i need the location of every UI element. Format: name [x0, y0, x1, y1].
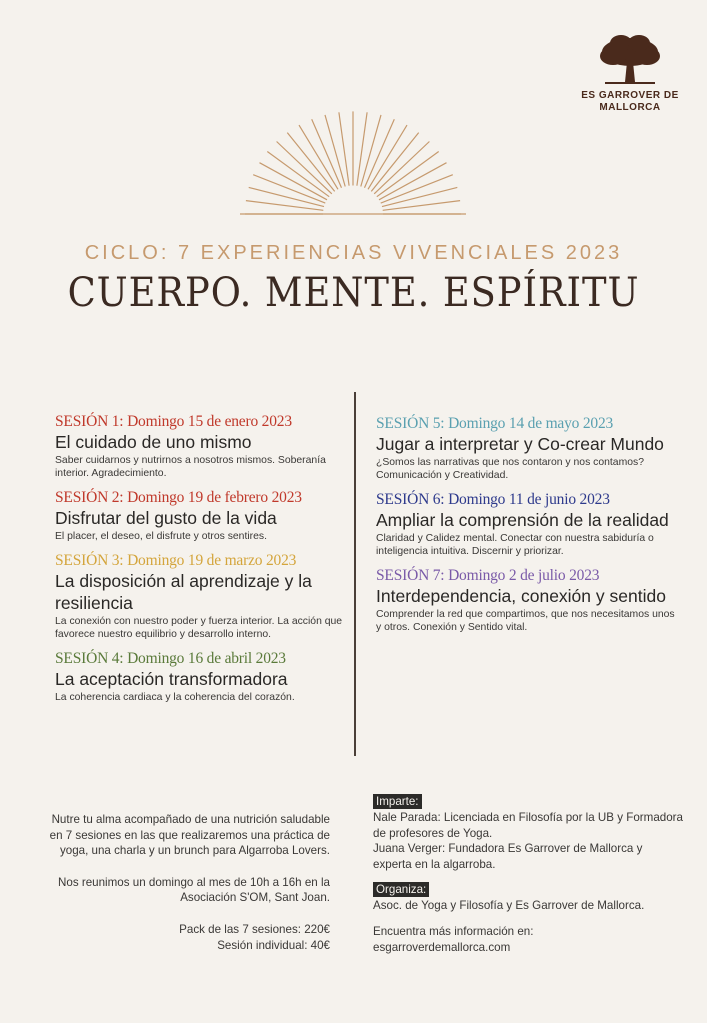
- session-1-header: SESIÓN 1: Domingo 15 de enero 2023: [55, 413, 292, 430]
- sun-ray: [382, 187, 457, 206]
- page-title: CUERPO. MENTE. ESPÍRITU: [67, 270, 640, 316]
- session-5-header: SESIÓN 5: Domingo 14 de mayo 2023: [376, 415, 614, 432]
- carob-tree-icon: [599, 34, 661, 86]
- organiza-text: Asoc. de Yoga y Filosofía y Es Garrover de Mallorca.: [373, 899, 645, 913]
- sessions-right-column: [376, 414, 676, 642]
- session-4-title: La aceptación transformadora: [55, 669, 288, 689]
- sunburst-icon: [238, 104, 468, 216]
- cycle-subtitle: CICLO: 7 EXPERIENCIAS VIVENCIALES 2023: [84, 242, 623, 264]
- session-7-description: Comprender la red que compartimos, que nos necesitamos unos y otros. Conexión y Sentido vital.: [376, 609, 675, 633]
- sun-ray: [383, 201, 460, 211]
- session-6-header: SESIÓN 6: Domingo 11 de junio 2023: [376, 491, 610, 508]
- website-link[interactable]: esgarroverdemallorca.com: [373, 940, 511, 954]
- credits: [373, 794, 683, 965]
- logo: [580, 34, 680, 114]
- sun-ray: [374, 142, 429, 194]
- sun-ray: [357, 112, 367, 185]
- session-4: [55, 649, 345, 704]
- session-6-description: Claridad y Calidez mental. Conectar con nuestra sabiduría o inteligencia intuitiva. Discernir y priorizar.: [376, 533, 654, 557]
- session-4-header: SESIÓN 4: Domingo 16 de abril 2023: [55, 650, 286, 667]
- sun-ray: [246, 201, 323, 211]
- session-1: [55, 412, 345, 480]
- session-2: [55, 488, 345, 543]
- session-6-title: Ampliar la comprensión de la realidad: [376, 510, 669, 530]
- organiza-block: [373, 882, 683, 914]
- info-intro: Nutre tu alma acompañado de una nutrición saludable en 7 sesiones en las que realizaremos una práctica de yoga, una charla y un brunch para Algarroba Lovers.: [49, 813, 330, 858]
- session-2-header: SESIÓN 2: Domingo 19 de febrero 2023: [55, 489, 302, 506]
- sun-ray: [287, 133, 334, 192]
- session-3-title: La disposición al aprendizaje y la resiliencia: [55, 571, 312, 613]
- session-7-title: Interdependencia, conexión y sentido: [376, 586, 666, 606]
- price-pack: Pack de las 7 sesiones: 220€: [179, 922, 330, 936]
- imparte-label: Imparte:: [373, 794, 422, 809]
- price-single: Sesión individual: 40€: [217, 938, 330, 952]
- session-2-description: El placer, el deseo, el disfrute y otros sentires.: [55, 531, 267, 542]
- session-4-description: La coherencia cardiaca y la coherencia del corazón.: [55, 692, 295, 703]
- sun-ray: [339, 112, 349, 185]
- sessions-left-column: [55, 412, 345, 712]
- sun-ray: [325, 115, 345, 187]
- session-3-description: La conexión con nuestro poder y fuerza interior. La acción que favorece nuestro equilibrio y desarrollo interno.: [55, 616, 343, 640]
- session-5-description: ¿Somos las narrativas que nos contaron y nos contamos? Comunicación y Creatividad.: [376, 457, 644, 481]
- session-6: [376, 490, 676, 558]
- imparte-block: [373, 794, 683, 872]
- more-info-block: [373, 924, 683, 955]
- imparte-teacher-2: Juana Verger: Fundadora Es Garrover de Mallorca y experta en la algarroba.: [373, 842, 643, 871]
- session-5-title: Jugar a interpretar y Co-crear Mundo: [376, 434, 664, 454]
- session-1-description: Saber cuidarnos y nutrirnos a nosotros mismos. Soberanía interior. Agradecimiento.: [55, 455, 326, 479]
- imparte-teacher-1: Nale Parada: Licenciada en Filosofía por la UB y Formadora de profesores de Yoga.: [373, 811, 683, 840]
- info-schedule: Nos reunimos un domingo al mes de 10h a 16h en la Asociación S'OM, Sant Joan.: [58, 875, 330, 905]
- session-3-header: SESIÓN 3: Domingo 19 de marzo 2023: [55, 552, 297, 569]
- sun-ray: [249, 187, 324, 206]
- session-1-title: El cuidado de uno mismo: [55, 432, 252, 452]
- session-5: [376, 414, 676, 482]
- logo-text: ES GARROVER DE MALLORCA: [581, 90, 679, 113]
- sun-ray: [277, 142, 332, 194]
- sun-ray: [267, 152, 329, 197]
- organiza-label: Organiza:: [373, 882, 429, 897]
- column-divider: [354, 392, 356, 756]
- session-7: [376, 566, 676, 634]
- sun-ray: [377, 152, 439, 197]
- sun-ray: [371, 133, 418, 192]
- session-2-title: Disfrutar del gusto de la vida: [55, 508, 277, 528]
- event-info: [40, 812, 330, 953]
- more-info-label: Encuentra más información en:: [373, 924, 534, 938]
- session-3: [55, 551, 345, 641]
- sun-ray: [361, 115, 381, 187]
- session-7-header: SESIÓN 7: Domingo 2 de julio 2023: [376, 567, 600, 584]
